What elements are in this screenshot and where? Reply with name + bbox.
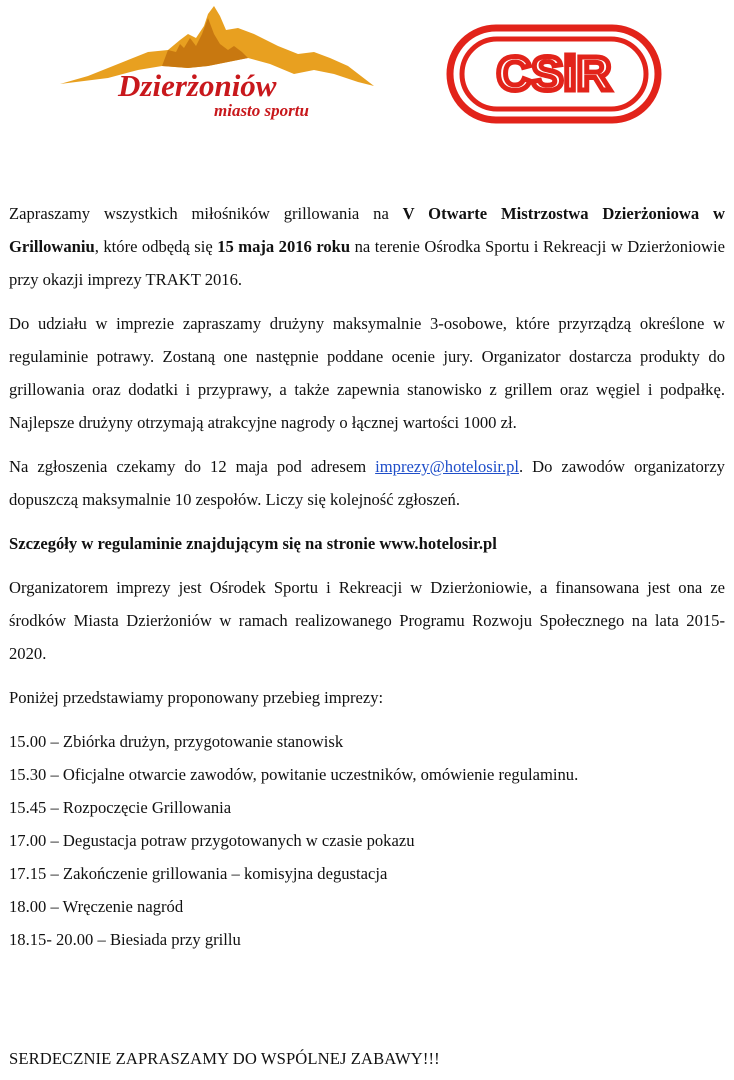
event-name: V Otwarte Mistrzostwa Dzierżoniowa w Grillowaniu [9,204,725,256]
dzierzoniow-logo [58,4,376,122]
schedule-item: 17.00 – Degustacja potraw przygotowanych w czasie pokazu [9,831,415,850]
schedule-item: 15.00 – Zbiórka drużyn, przygotowanie stanowisk [9,732,344,751]
organizer-paragraph: Organizatorem imprezy jest Ośrodek Sportu i Rekreacji w Dzierżoniowie, a finansowana jest ona ze środków Miasta Dzierżoniów w ramach realizowanego Programu Rozwoju Społecznego na lata 2015-2020. [9,578,725,663]
intro-text-2: , które odbędą się [94,237,218,256]
registration-paragraph [9,450,725,516]
document-body [9,197,725,956]
closing-line: SERDECZNIE ZAPRASZAMY DO WSPÓLNEJ ZABAWY!!! [9,1049,440,1068]
participation-paragraph: Do udziału w imprezie zapraszamy drużyny maksymalnie 3-osobowe, które przyrządzą określone w regulaminie potrawy. Zostaną one następnie poddane ocenie jury. Organizator dostarcza produkty do grillowania oraz dodatki i przyprawy, a także zapewnia stanowisko z grillem oraz węgiel i podpałkę. Najlepsze drużyny otrzymają atrakcyjne nagrody o łącznej wartości 1000 zł. [9,314,725,432]
event-date: 15 maja 2016 roku [217,237,351,256]
registration-text-2: . Do zawodów organizatorzy dopuszczą maksymalnie 10 zespołów. Liczy się kolejność zgłoszeń. [9,457,725,509]
email-link[interactable]: imprezy@hotelosir.pl [375,457,519,476]
schedule-item: 18.15- 20.00 – Biesiada przy grillu [9,930,241,949]
intro-text-3: na terenie Ośrodka Sportu i Rekreacji w Dzierżoniowie przy okazji imprezy TRAKT 2016. [9,237,725,289]
schedule-item: 15.45 – Rozpoczęcie Grillowania [9,798,232,817]
logo-csir-text: CSiR [496,48,612,101]
schedule-list [9,725,725,956]
details-line: Szczegóły w regulaminie znajdującym się na stronie www.hotelosir.pl [9,534,497,553]
csir-logo [446,24,662,124]
logo-tagline: miasto sportu [214,101,309,120]
logo-city-name: Dzierżoniów [118,68,277,103]
intro-paragraph [9,197,725,296]
schedule-item: 18.00 – Wręczenie nagród [9,897,184,916]
registration-text-1: Na zgłoszenia czekamy do 12 maja pod adresem [9,457,376,476]
schedule-item: 17.15 – Zakończenie grillowania – komisyjna degustacja [9,864,388,883]
schedule-intro: Poniżej przedstawiamy proponowany przebieg imprezy: [9,688,384,707]
intro-text-1: Zapraszamy wszystkich miłośników grillowania na [9,204,403,223]
schedule-item: 15.30 – Oficjalne otwarcie zawodów, powitanie uczestników, omówienie regulaminu. [9,765,579,784]
